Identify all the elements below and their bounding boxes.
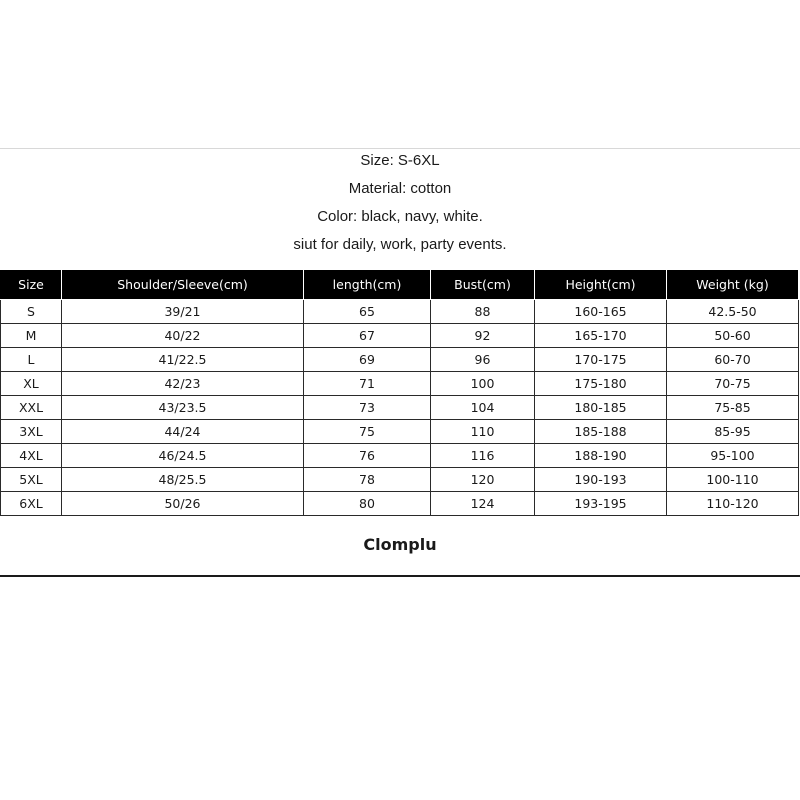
cell-bust: 124: [431, 492, 535, 516]
header-weight: Weight (kg): [667, 270, 799, 300]
cell-height: 180-185: [535, 396, 667, 420]
cell-weight: 42.5-50: [667, 300, 799, 324]
cell-weight: 60-70: [667, 348, 799, 372]
table-row: [1, 324, 799, 348]
cell-length: 73: [304, 396, 431, 420]
size-range-text: Size: S-6XL: [360, 152, 440, 169]
cell-height: 185-188: [535, 420, 667, 444]
cell-height: 175-180: [535, 372, 667, 396]
header-bust: Bust(cm): [431, 270, 535, 300]
cell-shoulder-sleeve: 40/22: [62, 324, 304, 348]
cell-shoulder-sleeve: 46/24.5: [62, 444, 304, 468]
cell-size: 5XL: [1, 468, 62, 492]
cell-height: 165-170: [535, 324, 667, 348]
header-length: length(cm): [304, 270, 431, 300]
cell-weight: 70-75: [667, 372, 799, 396]
cell-bust: 88: [431, 300, 535, 324]
cell-length: 69: [304, 348, 431, 372]
table-row: [1, 420, 799, 444]
table-row: [1, 396, 799, 420]
cell-height: 193-195: [535, 492, 667, 516]
cell-shoulder-sleeve: 44/24: [62, 420, 304, 444]
color-options-text: Color: black, navy, white.: [317, 208, 483, 225]
table-row: [1, 468, 799, 492]
table-body: [1, 300, 799, 516]
cell-length: 71: [304, 372, 431, 396]
header-size: Size: [1, 270, 62, 300]
top-divider: [0, 148, 800, 149]
cell-shoulder-sleeve: 43/23.5: [62, 396, 304, 420]
cell-height: 160-165: [535, 300, 667, 324]
cell-weight: 95-100: [667, 444, 799, 468]
usage-text: siut for daily, work, party events.: [293, 236, 507, 253]
cell-bust: 104: [431, 396, 535, 420]
cell-weight: 100-110: [667, 468, 799, 492]
cell-length: 65: [304, 300, 431, 324]
header-shoulder-sleeve: Shoulder/Sleeve(cm): [62, 270, 304, 300]
cell-height: 190-193: [535, 468, 667, 492]
cell-weight: 50-60: [667, 324, 799, 348]
cell-length: 75: [304, 420, 431, 444]
cell-bust: 96: [431, 348, 535, 372]
cell-size: XXL: [1, 396, 62, 420]
cell-length: 67: [304, 324, 431, 348]
table-row: [1, 372, 799, 396]
cell-size: L: [1, 348, 62, 372]
cell-bust: 116: [431, 444, 535, 468]
cell-shoulder-sleeve: 42/23: [62, 372, 304, 396]
table-row: [1, 348, 799, 372]
cell-length: 80: [304, 492, 431, 516]
cell-length: 76: [304, 444, 431, 468]
cell-size: 3XL: [1, 420, 62, 444]
material-text: Material: cotton: [348, 180, 452, 197]
size-chart-table: [0, 269, 799, 516]
bottom-divider: [0, 575, 800, 577]
table-row: [1, 300, 799, 324]
cell-bust: 100: [431, 372, 535, 396]
cell-weight: 85-95: [667, 420, 799, 444]
header-height: Height(cm): [535, 270, 667, 300]
table-header-row: [1, 270, 799, 300]
cell-size: S: [1, 300, 62, 324]
cell-shoulder-sleeve: 41/22.5: [62, 348, 304, 372]
cell-shoulder-sleeve: 39/21: [62, 300, 304, 324]
cell-weight: 75-85: [667, 396, 799, 420]
cell-shoulder-sleeve: 48/25.5: [62, 468, 304, 492]
brand-name: Clomplu: [363, 535, 437, 554]
cell-bust: 92: [431, 324, 535, 348]
table-row: [1, 444, 799, 468]
cell-height: 170-175: [535, 348, 667, 372]
cell-size: XL: [1, 372, 62, 396]
cell-shoulder-sleeve: 50/26: [62, 492, 304, 516]
cell-size: 4XL: [1, 444, 62, 468]
table-row: [1, 492, 799, 516]
cell-height: 188-190: [535, 444, 667, 468]
cell-weight: 110-120: [667, 492, 799, 516]
cell-size: 6XL: [1, 492, 62, 516]
cell-bust: 120: [431, 468, 535, 492]
cell-bust: 110: [431, 420, 535, 444]
cell-size: M: [1, 324, 62, 348]
cell-length: 78: [304, 468, 431, 492]
